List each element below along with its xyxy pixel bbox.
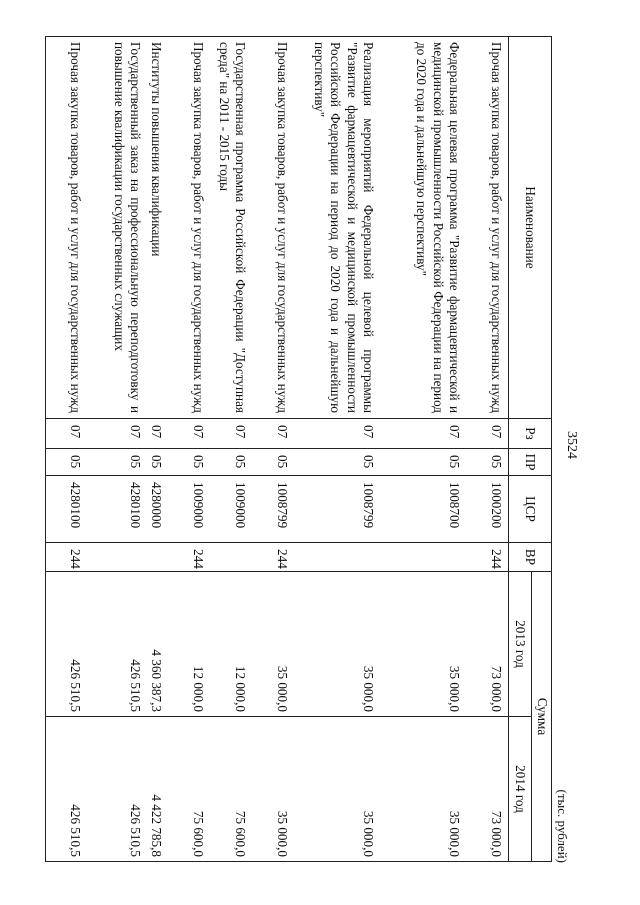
row-rz: 07 [211,419,253,449]
row-csr: 1009000 [211,476,253,543]
row-csr: 1009000 [169,476,211,543]
row-csr: 1008799 [253,476,295,543]
row-amount-2013: 426 510,5 [88,572,148,717]
row-amount-2013: 12 000,0 [169,572,211,717]
row-rz: 07 [148,419,169,449]
row-pr: 05 [46,449,88,476]
row-rz: 07 [46,419,88,449]
header-name: Наименование [509,37,552,419]
row-amount-2013: 4 360 387,3 [148,572,169,717]
header-pr: ПР [509,449,552,476]
row-amount-2014: 73 000,0 [467,717,509,862]
row-rz: 07 [169,419,211,449]
header-vr: ВР [509,543,552,572]
table-row [253,37,295,862]
header-csr: ЦСР [509,476,552,543]
row-pr: 05 [467,449,509,476]
row-name: Реализация мероприятий Федеральной целевой программы "Развитие фармацевтической и медицинской промышленности Российской Федерации на период до 2020 года и дальнейшую перспективу" [295,37,381,419]
row-amount-2014: 35 000,0 [253,717,295,862]
row-amount-2013: 426 510,5 [46,572,88,717]
row-name: Прочая закупка товаров, работ и услуг для государственных нужд [46,37,88,419]
row-vr: 244 [467,543,509,572]
row-vr [211,543,253,572]
table-row [381,37,467,862]
row-vr [295,543,381,572]
row-amount-2014: 35 000,0 [381,717,467,862]
row-vr: 244 [46,543,88,572]
header-2014: 2014 год [509,717,532,862]
row-rz: 07 [381,419,467,449]
row-name: Прочая закупка товаров, работ и услуг для государственных нужд [467,37,509,419]
row-vr [88,543,148,572]
row-pr: 05 [295,449,381,476]
header-2013: 2013 год [509,572,532,717]
table-row [88,37,148,862]
page-number: 3524 [564,431,579,459]
table-row [211,37,253,862]
row-csr: 4280000 [148,476,169,543]
row-pr: 05 [253,449,295,476]
row-pr: 05 [169,449,211,476]
row-name: Федеральная целевая программа "Развитие фармацевтической и медицинской промышленности Российской Федерации на период до 2020 года и дальнейшую перспективу" [381,37,467,419]
table-row [295,37,381,862]
row-vr [148,543,169,572]
row-name: Институты повышения квалификации [148,37,169,419]
row-amount-2013: 35 000,0 [295,572,381,717]
row-rz: 07 [88,419,148,449]
row-csr: 1000200 [467,476,509,543]
row-csr: 4280100 [88,476,148,543]
row-pr: 05 [148,449,169,476]
row-amount-2014: 426 510,5 [46,717,88,862]
table-body [46,37,509,862]
table-header [509,37,552,862]
row-rz: 07 [467,419,509,449]
table-row [169,37,211,862]
row-vr: 244 [169,543,211,572]
row-name: Государственный заказ на профессиональную переподготовку и повышение квалификации государственных служащих [88,37,148,419]
table-row [467,37,509,862]
row-amount-2014: 75 600,0 [169,717,211,862]
header-sum: Сумма [532,572,552,862]
row-pr: 05 [381,449,467,476]
table-row [46,37,88,862]
row-csr: 1008799 [295,476,381,543]
row-csr: 1008700 [381,476,467,543]
table-row [148,37,169,862]
row-amount-2013: 35 000,0 [381,572,467,717]
row-pr: 05 [88,449,148,476]
row-amount-2014: 4 422 785,8 [148,717,169,862]
row-pr: 05 [211,449,253,476]
row-name: Государственная программа Российской Федерации "Доступная среда" на 2011 - 2015 годы [211,37,253,419]
row-name: Прочая закупка товаров, работ и услуг для государственных нужд [169,37,211,419]
row-name: Прочая закупка товаров, работ и услуг для государственных нужд [253,37,295,419]
header-rz: Рз [509,419,552,449]
budget-table [45,36,552,862]
row-csr: 4280100 [46,476,88,543]
row-amount-2013: 35 000,0 [253,572,295,717]
row-amount-2014: 426 510,5 [88,717,148,862]
units-note: (тыс. рублей) [555,789,570,863]
row-vr [381,543,467,572]
row-amount-2014: 35 000,0 [295,717,381,862]
row-rz: 07 [295,419,381,449]
row-amount-2014: 75 600,0 [211,717,253,862]
row-amount-2013: 73 000,0 [467,572,509,717]
row-vr: 244 [253,543,295,572]
row-amount-2013: 12 000,0 [211,572,253,717]
row-rz: 07 [253,419,295,449]
